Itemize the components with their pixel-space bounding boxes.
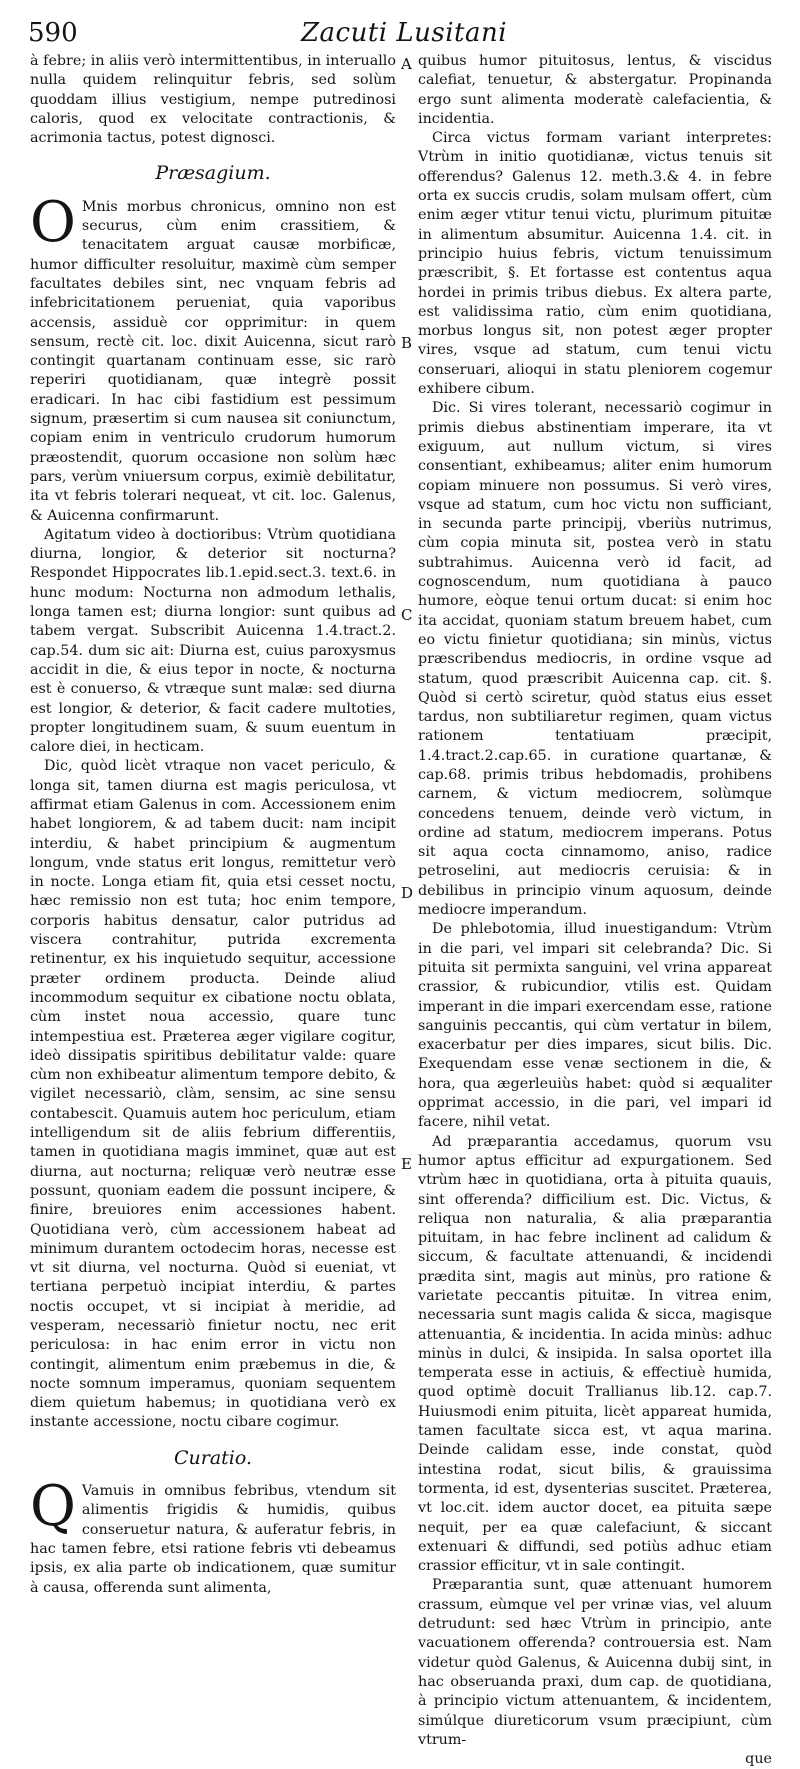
page-number: 590: [28, 18, 78, 48]
section-heading-praesagium: Præsagium.: [155, 162, 271, 185]
margin-letter-a: A: [401, 55, 412, 73]
paragraph: quibus humor pituitosus, lentus, & viscidus calefiat, tenuetur, & abstergatur. Propinanda ergo sunt alimenta moderatè calefacientia, & incidentia.: [418, 53, 772, 127]
paragraph: Agitatum video à doctioribus: Vtrùm quotidiana diurna, longior, & deterior sit nocturna? Respondet Hippocrates lib.1.epid.sect.3. text.6. in hunc modum: Nocturna non admodum lethalis, longa tamen est; diurna longior: sunt quibus ad tabem vergat. Subscribit Auicenna 1.4.tract.2. cap.54. dum sic ait: Diurna est, cuius paroxysmus accidit in die, & eius tepor in nocte, & nocturna est è conuerso, & vtræque sunt malæ: sed diurna est longior, & deterior, & facit cadere multoties, propter longitudinem suam, & suum euentum in calore diei, in hecticam.: [30, 526, 396, 756]
paragraph: [30, 1474, 396, 1598]
paragraph: Dic. Si vires tolerant, necessariò cogimur in primis diebus abstinentiam imperare, ita vt exiguum, aut nullum victum, si vires consentiant, exhibeamus; aliter enim humorum copiam minuere non possumus. Si verò vires, vsque ad statum, cum hoc victu non sufficiant, in secunda parte principij, vberiùs nutrimus, cùm copia minuta sit, postea verò in statu subtrahimus. Auicenna verò id facit, ad cognoscendum, num quotidiana à pauco humore, eòque tenui ortum ducat: si enim hoc ita accidat, quoniam statum breuem habet, cum eo victu finietur quotidiana; sin minùs, victus præscribendus mediocris, in ordine vsque ad statum, quod præscribit Auicenna cap. cit. §. Quòd si certò sciretur, quòd status eius esset tardus, non subtiliaretur regimen, quam victus rationem tentatiuam præcipit, 1.4.tract.2.cap.65. in curatione quartanæ, & cap.68. primis tribus hebdomadis, prohibens carnem, & victum mediocrem, solùmque concedens tenuem, deinde verò victum, in ordine ad statum, mediocrem imperans. Potus sit aqua cocta cinnamomo, aniso, radice petroselini, aut mediocris ceruisia: & in debilibus in principio vinum aquosum, deinde mediocre imperandum.: [418, 400, 772, 919]
right-column: [418, 52, 772, 1769]
drop-cap: O: [30, 189, 76, 255]
running-title: Zacuti Lusitani: [300, 18, 508, 48]
paragraph: [30, 189, 396, 526]
drop-cap: Q: [30, 1474, 76, 1540]
left-column: [30, 52, 396, 1598]
catchword: que: [745, 1751, 772, 1768]
paragraph: Ad præparantia accedamus, quorum vsu humor aptus efficitur ad expurgationem. Sed vtrùm hæc in quotidiana, orta à pituita quauis, sint offerenda? difficilium est. Dic. Victus, & reliqua non naturalia, & alia præparantia pituitam, in hac febre inclinent ad calidum & siccum, & facultate attenuandi, & incidendi prædita sint, magis aut minùs, pro ratione & varietate peccantis pituitæ. In vitrea enim, necessaria sunt magis calida & sicca, magisque attenuantia, & incidentia. In acida minùs: adhuc minùs in dulci, & insipida. In salsa oportet illa temperata esse in actiuis, & effectiuè humida, quod optimè docuit Trallianus lib.12. cap.7. Huiusmodi enim pituita, licèt appareat humida, tamen facultate sicca est, vt aqua marina. Deinde calidam esse, inde constat, quòd intestina rodat, sicut bilis, & grauissima tormenta, id est, dysenterias suscitet. Præterea, vt loc.cit. idem auctor docet, ea pituita sæpe nequit, per ea quæ calefaciunt, & siccant extenuari & diffundi, sed potiùs adhuc etiam crassior efficitur, vt in sale contingit.: [418, 1133, 772, 1575]
paragraph: à febre; in aliis verò intermittentibus, in interuallo nulla quidem relinquitur febris, sed solùm quoddam illius vestigium, nempe putredinosi caloris, quod ex velocitate contractionis, & acrimonia tactus, potest dignosci.: [30, 53, 396, 147]
paragraph: Circa victus formam variant interpretes: Vtrùm in initio quotidianæ, victus tenuis sit offerendus? Galenus 12. meth.3.& 4. in febre orta ex succis crudis, solam mulsam offert, cùm enim æger vtitur tenui victu, plurimum pituitæ in alimentum absumitur. Auicenna 1.4. cit. in principio huius febris, victum tenuissimum præscribit, §. Et fortasse est contentus aqua hordei in primis tribus diebus. Ex altera parte, est validissima ratio, cùm enim quotidiana, morbus longus sit, non potest æger propter vires, vsque ad statum, cum tenui victu conseruari, alioqui in statu pleniorem cogemur exhibere cibum.: [418, 130, 772, 398]
section-heading-curatio: Curatio.: [173, 1446, 253, 1469]
paragraph: Præparantia sunt, quæ attenuant humorem crassum, eùmque vel per vrinæ vias, vel aluum detrudunt: sed hæc Vtrùm in principio, ante vacuationem offerenda? controuersia est. Nam videtur quòd Galenus, & Auicenna dubij sint, in hac obseruanda praxi, dum cap. de quotidiana, à principio victum attenuantem, & incidentem, simúlque diureticorum vsum præcipiunt, cùm vtrum-: [418, 1577, 772, 1748]
margin-letter-e: E: [401, 1155, 412, 1173]
margin-letter-b: B: [401, 334, 413, 352]
paragraph: De phlebotomia, illud inuestigandum: Vtrùm in die pari, vel impari sit celebranda? Dic. Si pituita sit permixta sanguini, vel vrina appareat crassior, & rubicundior, vtilis est. Quidam imperant in die impari exercendam esse, ratione sanguinis peccantis, qui cùm vertatur in bilem, exacerbatur per dies impares, sicut bilis. Dic. Exequendam esse venæ sectionem in die, & hora, qua ægerleuiùs habet: quòd si æqualiter opprimat accessio, in die pari, vel impari id facere, nihil vetat.: [418, 921, 772, 1131]
paragraph-text: Vamuis in omnibus febribus, vtendum sit alimentis frigidis & humidis, quibus conseruetur natura, & auferatur febris, in hac tamen febre, etsi ratione febris vti debeamus ipsis, ex alia parte ob indicationem, quæ sumitur à causa, offerenda sunt alimenta,: [30, 1483, 396, 1596]
margin-letter-c: C: [401, 606, 413, 624]
paragraph: Dic, quòd licèt vtraque non vacet periculo, & longa sit, tamen diurna est magis periculosa, vt affirmat etiam Galenus in com. Accessionem enim habet longiorem, & ad tabem ducit: nam incipit interdiu, & habet principium & augmentum longum, vnde status erit longus, remittetur verò in nocte. Longa etiam fit, quia etsi cesset noctu, hæc remissio non est tuta; hoc enim tempore, corporis habitus densatur, calor putridus ad viscera contrahitur, putrida excrementa retinentur, ex his inquietudo sequitur, accessione præter ordinem producta. Deinde aliud incommodum sequitur ex cibatione noctu oblata, cùm instet noua accessio, quare tunc intempestiua est. Præterea æger vigilare cogitur, ideò dissipatis spiritibus debilitatur valde: quare cùm non exhibeatur alimentum tempore debito, & vigilet necessariò, clàm, sensim, ac sine sensu contabescit. Quamuis autem hoc periculum, etiam intelligendum sit de aliis febrium differentiis, tamen in quotidiana magis imminet, quæ aut est diurna, aut nocturna; reliquæ verò neutræ esse possunt, quoniam eadem die possunt incipere, & finire, breuiores enim accessiones habent. Quotidiana verò, cùm accessionem habeat ad minimum durantem octodecim horas, necesse est vt sit diurna, vel nocturna. Quòd si eueniat, vt tertiana perpetuò incipiat interdiu, & partes noctis occupet, vt si incipiat à meridie, ad vesperam, necessariò finietur noctu, nec erit periculosa: in hac enim error in victu non contingit, alimentum enim præbemus in die, & nocte somnum imperamus, quoniam sequentem diem quietum habemus; in quotidiana verò ex instante accessione, noctu cibare cogimur.: [30, 758, 396, 1431]
paragraph-text: Mnis morbus chronicus, omnino non est securus, cùm enim crassitiem, & tenacitatem arguat causæ morbificæ, humor difficulter resoluitur, maximè cùm semper facultates debiles sint, nec vnquam febris ad infebricitationem perueniat, quia vaporibus accensis, assiduè cor opprimitur: in quem sensum, rectè cit. loc. dixit Auicenna, sicut rarò contingit quartanam continuam esse, sic rarò reperiri quotidianam, quæ integrè possit eradicari. In hac cibi fastidium est pessimum signum, præsertim si cum nausea sit coniunctum, copiam enim in ventriculo crudorum humorum præostendit, quorum occasione non solùm hæc pars, verùm vniuersum corpus, eximiè debilitatur, ita vt febris tolerari nequeat, vt cit. loc. Galenus, & Auicenna confirmarunt.: [30, 198, 396, 524]
page-header: [28, 16, 780, 56]
margin-letter-d: D: [401, 884, 414, 902]
